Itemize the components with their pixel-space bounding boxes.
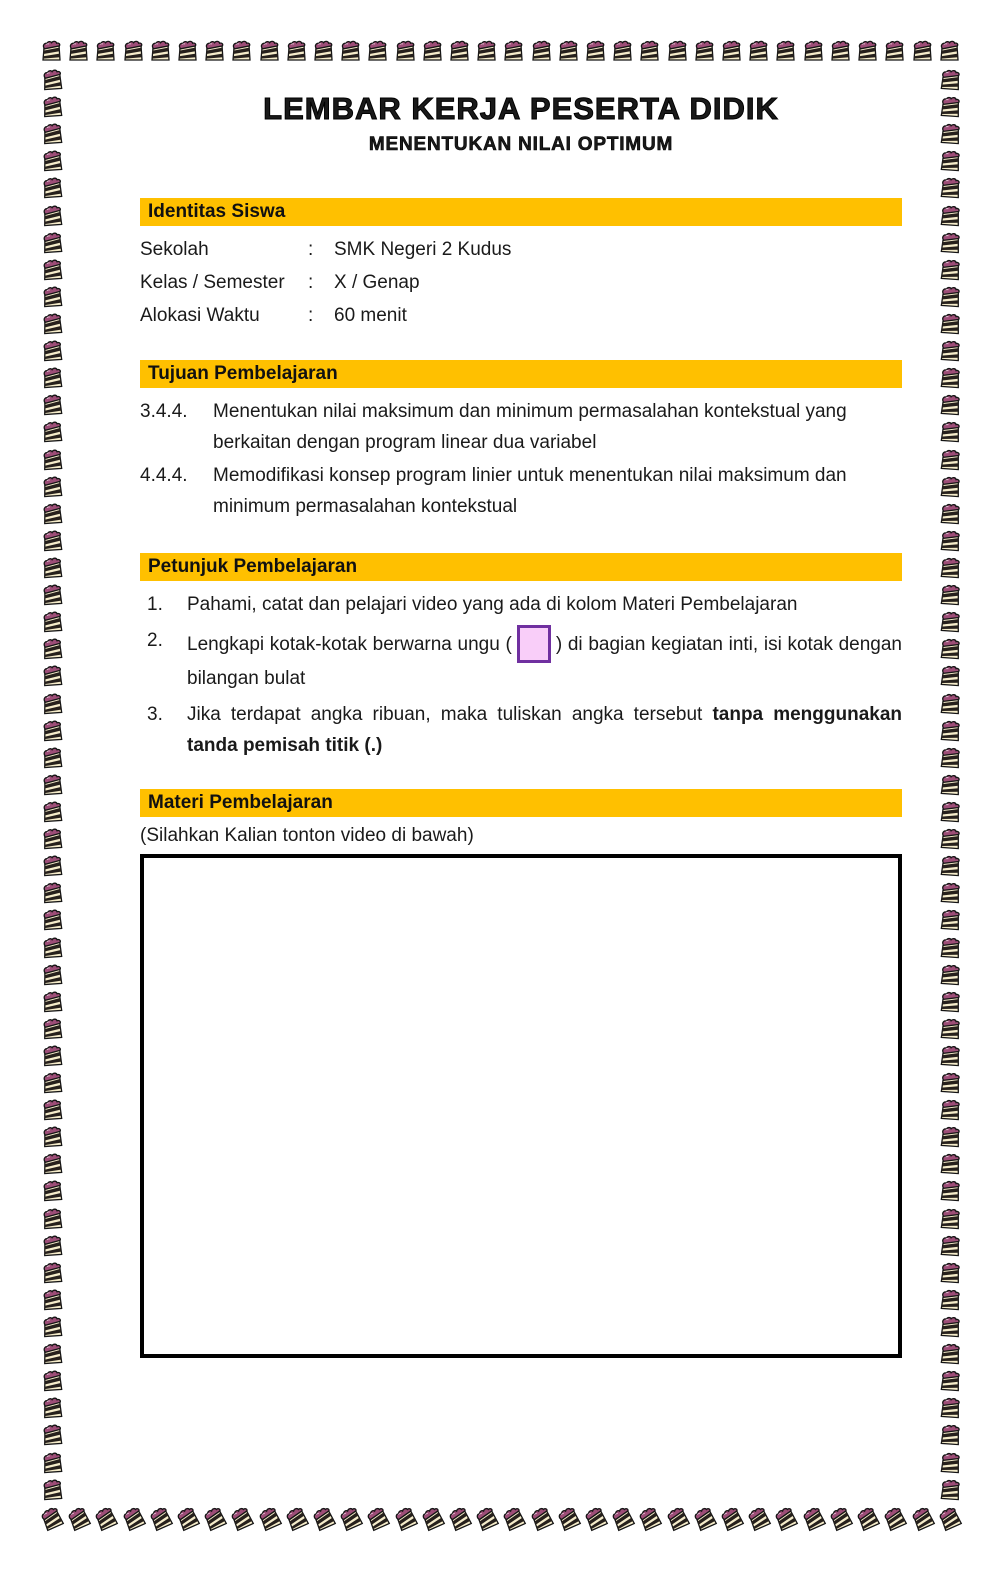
cake-slice-icon: [936, 824, 964, 852]
cake-slice-icon: [38, 662, 66, 690]
petunjuk-item-3: [140, 699, 902, 761]
cake-slice-icon: [310, 37, 336, 63]
petunjuk-item-text: [187, 625, 902, 694]
cake-slice-icon: [38, 1421, 66, 1449]
cake-slice-icon: [936, 336, 964, 364]
cake-slice-icon: [38, 1095, 66, 1123]
petunjuk-item-number: 2.: [147, 630, 163, 651]
petunjuk-list: [140, 581, 902, 761]
cake-slice-icon: [38, 634, 66, 662]
materi-note: (Silahkan Kalian tonton video di bawah): [140, 825, 474, 846]
cake-slice-icon: [664, 37, 690, 63]
identity-colon: :: [308, 239, 314, 260]
cake-slice-icon: [38, 228, 66, 256]
cake-slice-icon: [392, 37, 418, 63]
cake-slice-icon: [936, 634, 964, 662]
identity-value: 60 menit: [334, 305, 407, 326]
petunjuk-item2-text-after: ) di bagian kegiatan inti, isi kotak dengan bilangan bulat: [187, 634, 902, 689]
petunjuk-item-2: [140, 625, 902, 694]
section-materi-header: Materi Pembelajaran: [140, 789, 902, 817]
section-identitas-header: Identitas Siswa: [140, 198, 902, 226]
cake-slice-icon: [38, 960, 66, 988]
cake-slice-icon: [38, 1177, 66, 1205]
cake-slice-icon: [38, 309, 66, 337]
cake-slice-icon: [38, 987, 66, 1015]
cake-slice-icon: [38, 580, 66, 608]
cake-slice-icon: [936, 580, 964, 608]
cake-slice-icon: [691, 37, 717, 63]
cake-slice-icon: [38, 797, 66, 825]
cake-slice-icon: [446, 37, 472, 63]
cake-slice-icon: [38, 526, 66, 554]
cake-slice-icon: [827, 37, 853, 63]
cake-slice-icon: [936, 1312, 964, 1340]
cake-slice-icon: [38, 1312, 66, 1340]
cake-slice-icon: [38, 824, 66, 852]
cake-slice-icon: [582, 37, 608, 63]
cake-slice-icon: [38, 1285, 66, 1313]
cake-slice-icon: [796, 1501, 830, 1535]
identity-colon: :: [308, 272, 314, 293]
cake-slice-icon: [88, 1501, 122, 1535]
cake-slice-icon: [364, 37, 390, 63]
identity-value: X / Genap: [334, 272, 420, 293]
cake-slice-icon: [38, 92, 66, 120]
cake-slice-icon: [38, 472, 66, 500]
cake-slice-icon: [936, 1149, 964, 1177]
cake-slice-icon: [473, 37, 499, 63]
petunjuk-item2-text-before: Lengkapi kotak-kotak berwarna ungu (: [187, 634, 512, 655]
cake-slice-icon: [936, 1122, 964, 1150]
cake-slice-icon: [936, 1475, 964, 1503]
cake-slice-icon: [877, 1501, 911, 1535]
cake-slice-icon: [38, 390, 66, 418]
section-identitas: [140, 198, 902, 332]
cake-slice-icon: [38, 1122, 66, 1150]
identity-colon: :: [308, 305, 314, 326]
petunjuk-item-text: [187, 699, 902, 761]
cake-slice-icon: [936, 1177, 964, 1205]
cake-slice-icon: [936, 851, 964, 879]
cake-slice-icon: [936, 1339, 964, 1367]
cake-slice-icon: [38, 37, 64, 63]
cake-slice-icon: [936, 418, 964, 446]
tujuan-item-number: 4.4.4.: [140, 465, 188, 486]
cake-slice-icon: [772, 37, 798, 63]
cake-slice-icon: [636, 37, 662, 63]
petunjuk-item-number: 1.: [147, 594, 163, 615]
cake-slice-icon: [38, 1393, 66, 1421]
cake-slice-icon: [936, 933, 964, 961]
cake-slice-icon: [936, 1068, 964, 1096]
cake-slice-icon: [768, 1501, 802, 1535]
cake-slice-icon: [38, 933, 66, 961]
identity-label: Alokasi Waktu: [140, 305, 260, 326]
identity-row-kelas: [140, 266, 902, 299]
cake-slice-icon: [854, 37, 880, 63]
cake-slice-icon: [936, 146, 964, 174]
cake-slice-icon: [936, 1448, 964, 1476]
cake-slice-icon: [283, 37, 309, 63]
cake-slice-icon: [936, 499, 964, 527]
cake-slice-icon: [38, 743, 66, 771]
cake-slice-icon: [800, 37, 826, 63]
cake-slice-icon: [38, 770, 66, 798]
cake-slice-icon: [936, 1421, 964, 1449]
cake-slice-icon: [38, 1339, 66, 1367]
cake-slice-icon: [38, 336, 66, 364]
cake-slice-icon: [936, 607, 964, 635]
cake-slice-icon: [936, 960, 964, 988]
cake-slice-icon: [115, 1501, 149, 1535]
worksheet-content: [140, 88, 902, 1358]
cake-border-bottom: [38, 1504, 962, 1532]
cake-slice-icon: [38, 282, 66, 310]
petunjuk-item-text: Pahami, catat dan pelajari video yang ada di kolom Materi Pembelajaran: [187, 594, 798, 615]
cake-slice-icon: [936, 255, 964, 283]
section-tujuan-header: Tujuan Pembelajaran: [140, 360, 902, 388]
cake-slice-icon: [523, 1501, 557, 1535]
cake-slice-icon: [632, 1501, 666, 1535]
identity-row-sekolah: [140, 233, 902, 266]
cake-slice-icon: [360, 1501, 394, 1535]
cake-slice-icon: [936, 1041, 964, 1069]
cake-slice-icon: [936, 1285, 964, 1313]
cake-slice-icon: [38, 418, 66, 446]
petunjuk-item-1: [140, 589, 902, 620]
cake-slice-icon: [38, 878, 66, 906]
cake-slice-icon: [38, 906, 66, 934]
cake-slice-icon: [936, 1231, 964, 1259]
cake-slice-icon: [745, 37, 771, 63]
cake-slice-icon: [38, 1149, 66, 1177]
identity-table: [140, 226, 902, 332]
cake-slice-icon: [660, 1501, 694, 1535]
tujuan-item-number: 3.4.4.: [140, 401, 188, 422]
cake-slice-icon: [38, 499, 66, 527]
cake-slice-icon: [936, 65, 964, 93]
section-tujuan: [140, 360, 902, 522]
cake-slice-icon: [936, 1204, 964, 1232]
cake-slice-icon: [936, 689, 964, 717]
identity-value: SMK Negeri 2 Kudus: [334, 239, 512, 260]
video-embed-box[interactable]: [140, 854, 902, 1358]
cake-slice-icon: [38, 1448, 66, 1476]
cake-slice-icon: [337, 37, 363, 63]
page-subtitle: MENENTUKAN NILAI OPTIMUM: [368, 134, 674, 155]
petunjuk-item3-bold-text: tanpa menggunakan tanda pemisah titik (.): [187, 704, 903, 756]
cake-slice-icon: [38, 201, 66, 229]
cake-slice-icon: [228, 37, 254, 63]
cake-slice-icon: [251, 1501, 285, 1535]
cake-slice-icon: [38, 553, 66, 581]
cake-slice-icon: [38, 1204, 66, 1232]
identity-label: Sekolah: [140, 239, 209, 260]
cake-slice-icon: [936, 878, 964, 906]
cake-slice-icon: [419, 37, 445, 63]
cake-slice-icon: [65, 37, 91, 63]
cake-slice-icon: [936, 716, 964, 744]
cake-slice-icon: [38, 445, 66, 473]
petunjuk-item3-text: Jika terdapat angka ribuan, maka tuliskan angka tersebut: [187, 704, 713, 725]
cake-slice-icon: [38, 119, 66, 147]
cake-slice-icon: [936, 526, 964, 554]
cake-slice-icon: [936, 119, 964, 147]
cake-slice-icon: [500, 37, 526, 63]
cake-slice-icon: [38, 363, 66, 391]
cake-slice-icon: [496, 1501, 530, 1535]
cake-border-left: [38, 66, 66, 1502]
cake-slice-icon: [936, 770, 964, 798]
cake-slice-icon: [555, 37, 581, 63]
cake-slice-icon: [38, 1475, 66, 1503]
cake-slice-icon: [936, 92, 964, 120]
cake-slice-icon: [936, 987, 964, 1015]
cake-slice-icon: [38, 1258, 66, 1286]
cake-slice-icon: [936, 37, 962, 63]
cake-slice-icon: [38, 1231, 66, 1259]
cake-slice-icon: [120, 37, 146, 63]
cake-slice-icon: [936, 363, 964, 391]
cake-slice-icon: [936, 309, 964, 337]
cake-border-top: [38, 36, 962, 64]
cake-slice-icon: [92, 37, 118, 63]
cake-slice-icon: [936, 662, 964, 690]
cake-slice-icon: [881, 37, 907, 63]
cake-slice-icon: [38, 1366, 66, 1394]
cake-slice-icon: [38, 1041, 66, 1069]
cake-slice-icon: [936, 282, 964, 310]
cake-slice-icon: [528, 37, 554, 63]
section-petunjuk: [140, 553, 902, 761]
tujuan-item-text: Memodifikasi konsep program linier untuk menentukan nilai maksimum dan minimum permasalahan kontekstual: [213, 465, 847, 517]
cake-slice-icon: [38, 689, 66, 717]
cake-slice-icon: [38, 851, 66, 879]
cake-slice-icon: [38, 255, 66, 283]
cake-slice-icon: [609, 37, 635, 63]
cake-slice-icon: [38, 65, 66, 93]
cake-slice-icon: [936, 1258, 964, 1286]
cake-slice-icon: [936, 228, 964, 256]
petunjuk-item-number: 3.: [147, 704, 163, 725]
cake-slice-icon: [936, 553, 964, 581]
identity-row-waktu: [140, 299, 902, 332]
tujuan-list: [140, 388, 902, 522]
cake-slice-icon: [936, 1366, 964, 1394]
cake-slice-icon: [38, 174, 66, 202]
cake-slice-icon: [936, 472, 964, 500]
cake-slice-icon: [38, 146, 66, 174]
purple-answer-box: [517, 625, 551, 663]
cake-slice-icon: [201, 37, 227, 63]
cake-slice-icon: [224, 1501, 258, 1535]
cake-slice-icon: [936, 201, 964, 229]
cake-slice-icon: [936, 390, 964, 418]
cake-slice-icon: [256, 37, 282, 63]
cake-slice-icon: [38, 1068, 66, 1096]
section-petunjuk-header: Petunjuk Pembelajaran: [140, 553, 902, 581]
cake-slice-icon: [147, 37, 173, 63]
cake-slice-icon: [387, 1501, 421, 1535]
cake-slice-icon: [936, 1393, 964, 1421]
cake-slice-icon: [38, 607, 66, 635]
tujuan-item-text: Menentukan nilai maksimum dan minimum permasalahan kontekstual yang berkaitan dengan program linear dua variabel: [213, 401, 847, 453]
cake-slice-icon: [904, 1501, 938, 1535]
cake-slice-icon: [936, 1095, 964, 1123]
cake-slice-icon: [936, 743, 964, 771]
cake-slice-icon: [38, 716, 66, 744]
cake-border-right: [936, 66, 964, 1502]
cake-slice-icon: [936, 174, 964, 202]
identity-label: Kelas / Semester: [140, 272, 285, 293]
cake-slice-icon: [174, 37, 200, 63]
cake-slice-icon: [936, 797, 964, 825]
tujuan-item: [140, 460, 902, 522]
cake-slice-icon: [909, 37, 935, 63]
cake-slice-icon: [718, 37, 744, 63]
cake-slice-icon: [936, 1014, 964, 1042]
tujuan-item: [140, 396, 902, 458]
cake-slice-icon: [932, 1501, 966, 1535]
section-materi: [140, 789, 902, 1358]
cake-slice-icon: [38, 1014, 66, 1042]
page-title: LEMBAR KERJA PESERTA DIDIK: [263, 91, 779, 126]
cake-slice-icon: [936, 445, 964, 473]
cake-slice-icon: [936, 906, 964, 934]
